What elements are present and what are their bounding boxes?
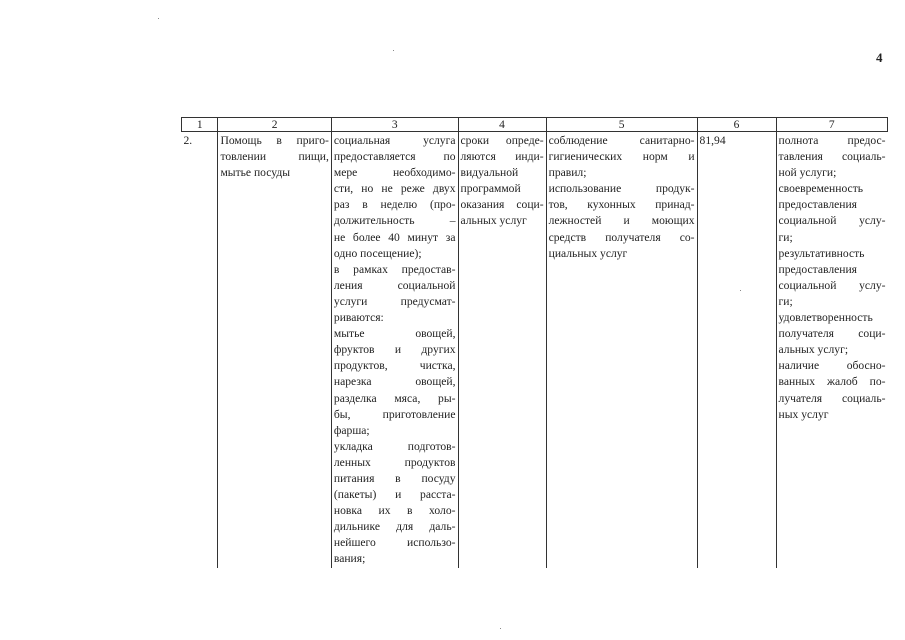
text-line: социальной услу- <box>778 214 886 228</box>
text-line: товлении пищи, <box>220 150 329 164</box>
table-header-row <box>182 118 888 132</box>
text-line: мытье овощей, <box>333 327 456 341</box>
text-line: ления социальной <box>333 278 456 292</box>
text-line: предоставления <box>778 198 858 212</box>
text-line: предоставляется по <box>333 150 456 164</box>
text-line: удовлетворенность <box>778 311 873 325</box>
text-line: услуги предусмат- <box>333 294 456 308</box>
row-number: 2. <box>183 134 193 147</box>
text-line: полнота предос- <box>778 134 886 147</box>
text-line: мере необходимо- <box>333 166 456 180</box>
text-line: фарша; <box>333 423 370 437</box>
text-line: ванных жалоб по- <box>778 375 886 389</box>
text-line: альных услуг <box>460 214 527 228</box>
text-line: укладка подготов- <box>333 439 456 453</box>
service-description-cell <box>331 132 458 568</box>
text-line: оказания соци- <box>460 198 544 212</box>
text-line: питания в посуду <box>333 471 456 485</box>
text-line: ляются инди- <box>460 150 544 164</box>
text-line: предоставления <box>778 262 858 276</box>
text-line: должительность – <box>333 214 456 228</box>
text-line: тавления социаль- <box>778 150 886 164</box>
text-line: в рамках предостав- <box>333 262 456 276</box>
column-header: 2 <box>218 118 331 132</box>
text-line: разделка мяса, ры- <box>333 391 456 405</box>
text-line: видуальной <box>460 166 519 180</box>
text-line: тов, кухонных принад- <box>548 198 695 212</box>
text-line: сроки опреде- <box>460 134 544 147</box>
text-line: раз в неделю (про- <box>333 198 456 212</box>
text-line: использование продук- <box>548 182 695 196</box>
text-line: своевременность <box>778 182 864 196</box>
scan-speck <box>158 18 159 19</box>
text-line: одно посещение); <box>333 246 422 260</box>
text-line: бы, приготовление <box>333 407 456 421</box>
conditions-cell <box>546 132 697 568</box>
indicators-cell <box>776 132 887 568</box>
text-line: результативность <box>778 246 865 260</box>
column-header: 6 <box>697 118 776 132</box>
text-line: риваются: <box>333 311 384 325</box>
text-line: продуктов, чистка, <box>333 359 456 373</box>
text-line: циальных услуг <box>548 246 628 260</box>
column-header: 7 <box>776 118 887 132</box>
text-line: получателя соци- <box>778 327 886 341</box>
text-line: средств получателя со- <box>548 230 695 244</box>
scan-speck <box>500 628 501 629</box>
text-line: гигиенических норм и <box>548 150 695 164</box>
text-line: соблюдение санитарно- <box>548 134 695 147</box>
text-line: лежностей и моющих <box>548 214 695 228</box>
service-name-cell <box>218 132 331 568</box>
text-line: Помощь в приго- <box>220 134 329 147</box>
column-header: 4 <box>458 118 546 132</box>
text-line: вания; <box>333 552 366 566</box>
text-line: мытье посуды <box>220 166 291 180</box>
service-table <box>181 117 888 568</box>
text-line: ленных продуктов <box>333 455 456 469</box>
text-line: нейшего использо- <box>333 536 456 550</box>
text-line: наличие обосно- <box>778 359 886 373</box>
timing-cell <box>458 132 546 568</box>
text-line: ных услуг <box>778 407 829 421</box>
text-line: лучателя социаль- <box>778 391 886 405</box>
text-line: нарезка овощей, <box>333 375 456 389</box>
text-line: новка их в холо- <box>333 504 456 518</box>
scan-speck <box>393 50 394 51</box>
text-line: (пакеты) и расста- <box>333 488 456 502</box>
text-line: ги; <box>778 230 793 244</box>
text-line: ги; <box>778 294 793 308</box>
text-line: правил; <box>548 166 587 180</box>
text-line: фруктов и других <box>333 343 456 357</box>
table-row <box>182 132 888 568</box>
text-line: социальной услу- <box>778 278 886 292</box>
text-line: альных услуг; <box>778 343 849 357</box>
text-line: сти, но не реже двух <box>333 182 456 196</box>
column-header: 3 <box>331 118 458 132</box>
text-line: дильнике для даль- <box>333 520 456 534</box>
text-line: социальная услуга <box>333 134 456 147</box>
price-cell: 81,94 <box>697 132 776 568</box>
text-line: не более 40 минут за <box>333 230 456 244</box>
text-line: программой <box>460 182 521 196</box>
text-line: ной услуги; <box>778 166 837 180</box>
column-header: 5 <box>546 118 697 132</box>
column-header: 1 <box>182 118 218 132</box>
page-number: 4 <box>876 50 883 65</box>
